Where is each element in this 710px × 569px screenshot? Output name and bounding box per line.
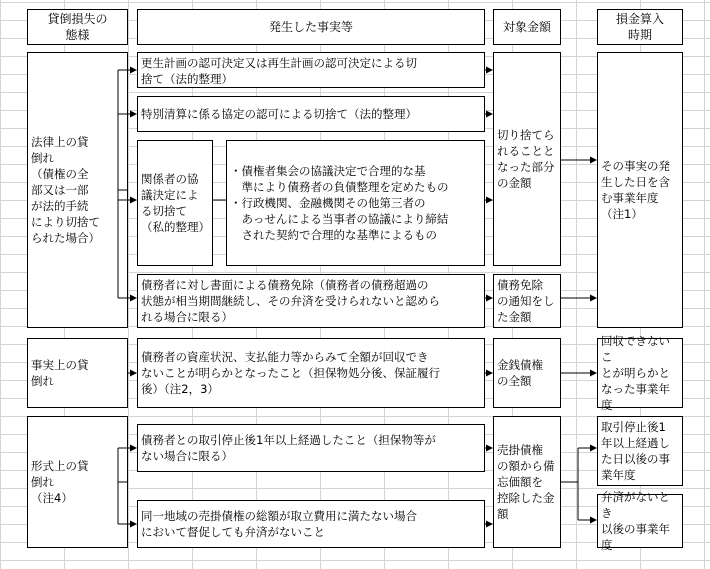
factual-timing: 回収できないこ とが明らかと なった事業年 度	[597, 338, 683, 408]
header-loss-type: 貸倒損失の 態様	[27, 9, 128, 45]
header-facts: 発生した事実等	[137, 9, 485, 45]
legal-fact-private-settlement: 関係者の協 議決定によ る切捨て （私的整理）	[137, 140, 213, 266]
header-timing: 損金算入 時期	[597, 9, 683, 45]
legal-fact-reorganization: 更生計画の認可決定又は再生計画の認可決定による切 捨て（法的整理）	[137, 52, 485, 88]
formal-amount: 売掛債権 の額から備 忘価額を 控除した金 額	[493, 416, 561, 548]
formal-timing-1: 取引停止後1 年以上経過し た日以後の事 業年度	[597, 416, 683, 486]
factual-category-box: 事実上の貸 倒れ	[27, 338, 128, 408]
legal-category-box: 法律上の貸 倒れ （債権の全 部又は一部 が法的手続 により切捨て られた場合）	[27, 52, 128, 328]
formal-fact-collection-cost: 同一地域の売掛債権の総額が取立費用に満たない場合 において督促しても弁済がないこと	[137, 500, 485, 548]
legal-fact-debt-forgiveness: 債務者に対し書面による債務免除（債務者の債務超過の 状態が相当期間継続し、その弁済を受けられないと認めら れる場合に限る）	[137, 274, 485, 328]
factual-amount: 金銭債権 の全額	[493, 338, 561, 408]
legal-amount-forgiveness: 債務免除 の通知をし た金額	[493, 274, 561, 328]
legal-amount-cut-off: 切り捨てら れることと なった部分 の金額	[493, 52, 561, 266]
formal-fact-trade-suspension: 債務者との取引停止後1年以上経過したこと（担保物等が ない場合に限る）	[137, 424, 485, 472]
legal-fact-special-liquidation: 特別清算に係る協定の認可による切捨て（法的整理）	[137, 96, 485, 132]
legal-timing: その事実の発 生した日を含 む事業年度 （注1）	[597, 52, 683, 328]
legal-fact-private-settlement-detail: ・債権者集会の協議決定で合理的な基 準により債務者の負債整理を定めたもの ・行政機関、金融機関その他第三者の あっせんによる当事者の協議により締結 された契約で合理的な基準によるもの	[226, 140, 485, 266]
formal-category-box: 形式上の貸 倒れ （注4）	[27, 416, 128, 548]
formal-timing-2: 弁済がないとき 以後の事業年 度	[597, 494, 683, 548]
factual-fact: 債務者の資産状況、支払能力等からみて全額が回収でき ないことが明らかとなったこと（担保物処分後、保証履行 後）（注2，3）	[137, 338, 485, 408]
header-amount: 対象金額	[493, 9, 561, 45]
